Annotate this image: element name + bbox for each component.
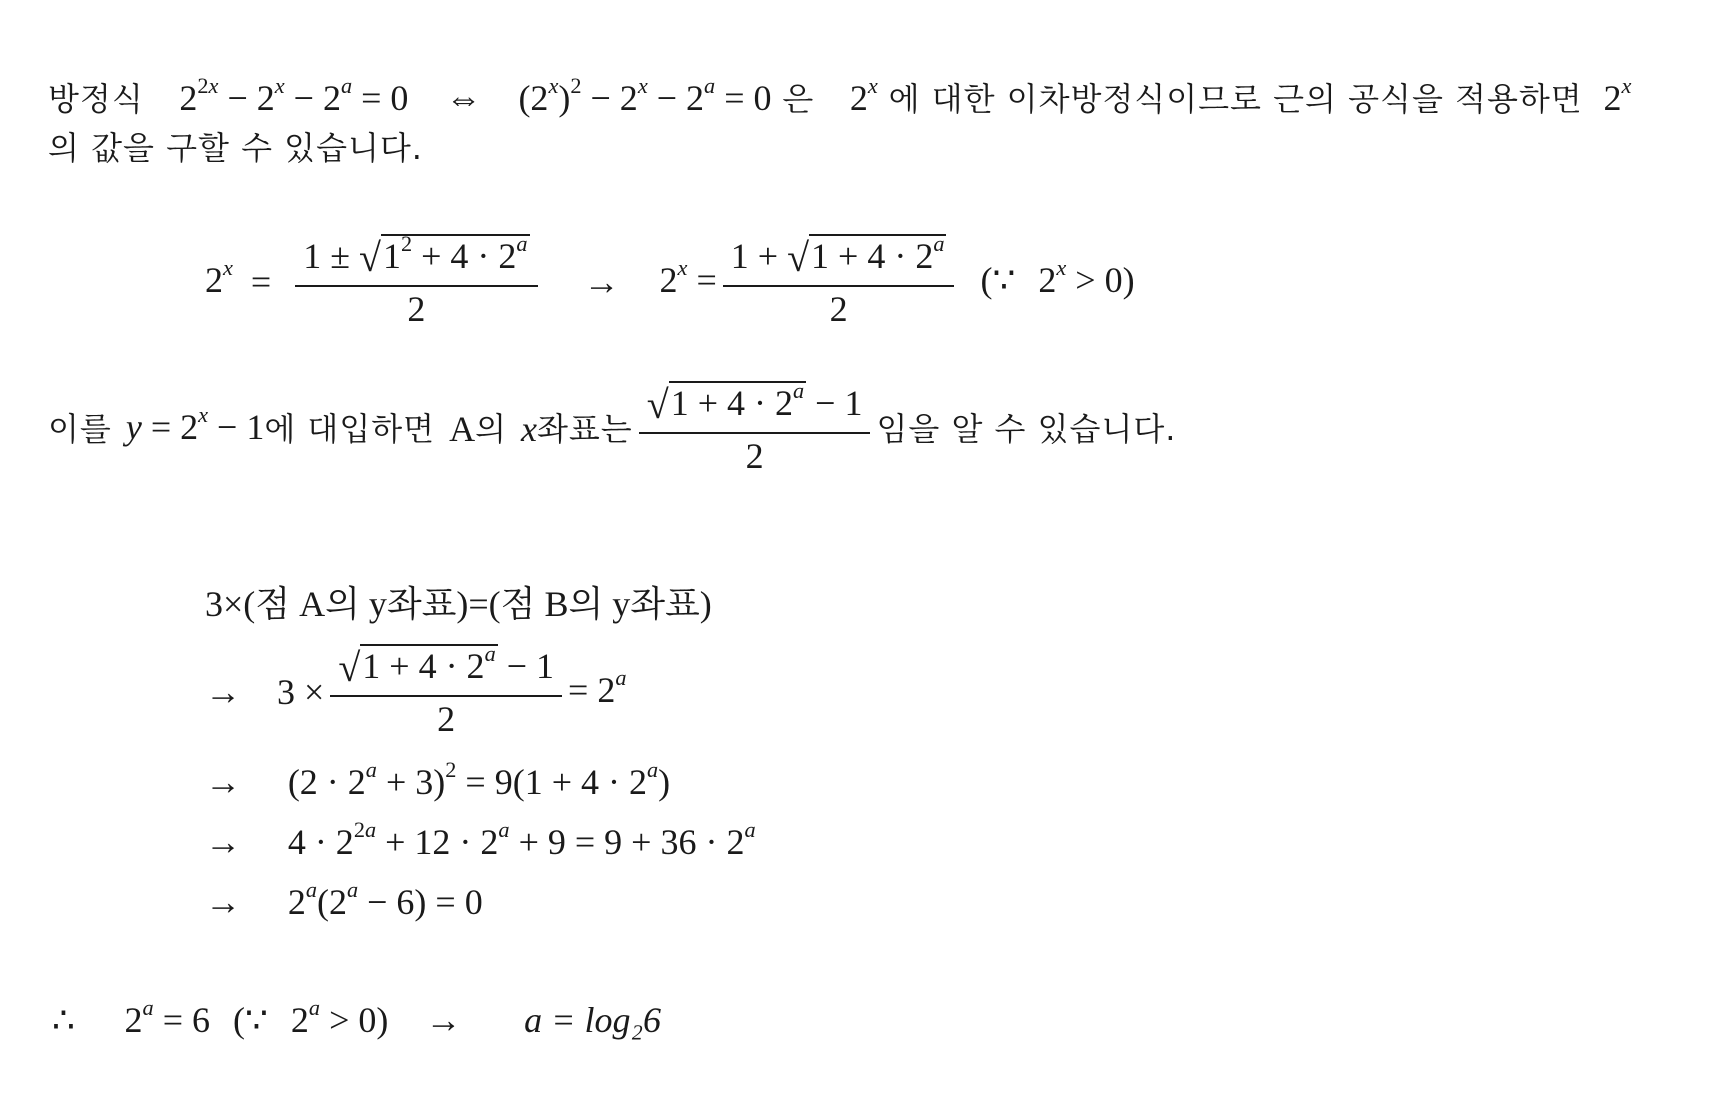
arrow-icon: → — [205, 672, 241, 712]
derivation-step-3: → $4 \cdot 2^{2a} + 12 \cdot 2^a + 9 = 9 + 36 \cdot 2^a$ — [205, 817, 756, 862]
math-2x-lhs-2: $2^x$ = — [659, 254, 717, 300]
derivation-step-1: → 3 × $\frac{√1 + 4 \cdot 2^a - 1}{2}$ = $2^a$ — [205, 641, 627, 739]
condition-text: 3×(점 A의 y좌표)=(점 B의 y좌표) — [205, 584, 712, 624]
derivation-step-4: → $2^a(2^a - 6) = 0$ — [205, 877, 483, 922]
text-particle-eun: 은 — [782, 80, 815, 118]
text-coordinate: 좌표는 — [536, 410, 633, 448]
text-substitute-this: 이를 — [48, 410, 112, 448]
conclusion-line: ∴ $2^a = 6$ (∵ $2^a > 0) \to a = \log_26$ — [52, 995, 661, 1040]
math-answer: a = log₂6 — [524, 1000, 661, 1040]
fraction-plus: $\frac{1 + √1 + 4 \cdot 2^a}{2}$ — [723, 235, 955, 329]
math-2x-end: 2$^x$ — [1603, 73, 1632, 118]
text-quadratic-desc: 에 대한 이차방정식이므로 근의 공식을 적용하면 — [888, 80, 1583, 118]
math-x: x — [521, 409, 537, 449]
math-2x-lhs: 2$^x$ — [205, 254, 233, 300]
fraction-step-1: $\frac{√1 + 4 \cdot 2^a - 1}{2}$ — [330, 645, 562, 739]
math-equation-1: $2^{2x} - 2^x - 2^a = 0$ ⇔ $(2^x)^2 - 2^x - 2^a = 0$ — [179, 73, 772, 118]
text-substitute: 에 대입하면 — [264, 410, 436, 448]
text-find-value: 의 값을 구할 수 있습니다. — [48, 129, 423, 167]
paragraph-1-line-1 — [48, 73, 1688, 123]
arrow-icon: → — [205, 882, 241, 922]
quadratic-formula-line: 2$^x$ = $\frac{1 \pm √1^2 + 4 \cdot 2^a}{2}$ → $2^x$ = $\frac{1 + √1 + 4 \cdot 2^a}{2}$ (∵ $2^x > 0$) — [205, 231, 1135, 329]
math-curve: $y = 2^x - 1$ — [125, 401, 265, 447]
text-particle-ui: 의 — [475, 410, 507, 448]
condition-line — [205, 584, 712, 625]
derivation-step-2: → $(2 \cdot 2^a + 3)^2 = 9(1 + 4 \cdot 2^a)$ — [205, 757, 671, 802]
fraction-plus-minus: $\frac{1 \pm √1^2 + 4 \cdot 2^a}{2}$ — [295, 235, 537, 329]
text-equation-label: 방정식 — [48, 80, 144, 118]
fraction-a-x-coordinate: $\frac{√1 + 4 \cdot 2^a - 1}{2}$ — [639, 382, 871, 476]
math-because-positive: (∵ $2^x > 0$) — [980, 254, 1135, 300]
point-a-label: A — [449, 409, 476, 449]
paragraph-1-line-2 — [48, 128, 423, 168]
arrow-icon: → — [205, 762, 241, 802]
arrow-icon: → — [205, 822, 241, 862]
math-2x: 2$^x$ — [849, 73, 878, 118]
text-can-know: 임을 알 수 있습니다. — [876, 410, 1177, 448]
therefore-icon: ∴ — [52, 1000, 75, 1040]
paragraph-2 — [48, 378, 1177, 476]
